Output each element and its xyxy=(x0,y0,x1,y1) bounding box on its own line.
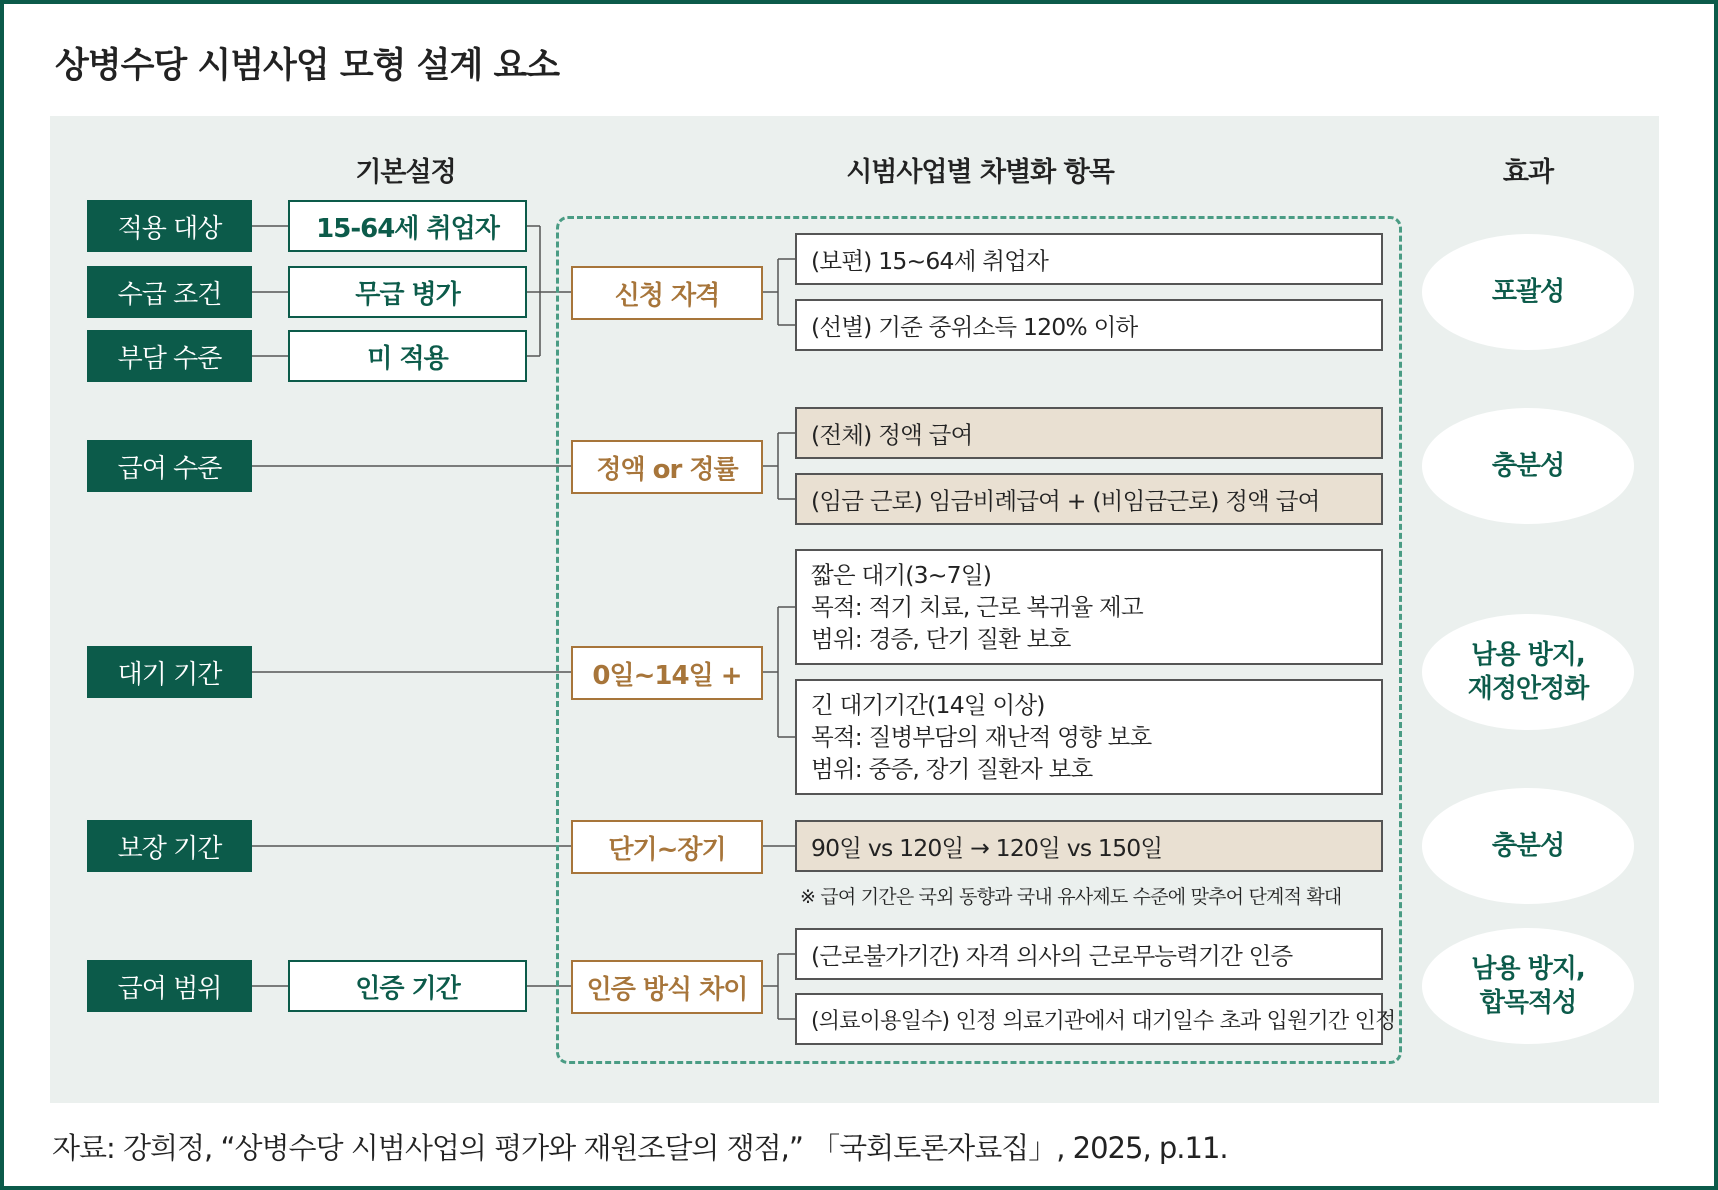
label-benefit-level: 급여 수준 xyxy=(87,440,252,492)
item-incapacity-certification: (근로불가기간) 자격 의사의 근로무능력기간 인증 xyxy=(795,928,1383,980)
mid-flat-or-rate: 정액 or 정률 xyxy=(571,440,763,494)
effect-1-line-1: 포괄성 xyxy=(1491,277,1565,307)
label-waiting-period: 대기 기간 xyxy=(87,646,252,698)
effect-sufficiency-2 xyxy=(1422,788,1634,904)
short-wait-line-3: 범위: 경증, 단기 질환 보호 xyxy=(811,625,1071,653)
effect-3-line-2: 재정안정화 xyxy=(1467,674,1589,704)
effect-sufficiency-1 xyxy=(1422,408,1634,524)
mid-short-long: 단기~장기 xyxy=(571,820,763,874)
short-wait-line-2: 목적: 적기 치료, 근로 복귀율 제고 xyxy=(811,593,1143,621)
item-universal-eligibility: (보편) 15~64세 취업자 xyxy=(795,233,1383,285)
effect-4-line-1: 충분성 xyxy=(1491,831,1565,861)
label-coverage-target: 적용 대상 xyxy=(87,200,252,252)
basic-age-workers: 15-64세 취업자 xyxy=(288,200,527,252)
short-wait-line-1: 짧은 대기(3~7일) xyxy=(811,561,992,589)
label-benefit-scope: 급여 범위 xyxy=(87,960,252,1012)
long-wait-line-2: 목적: 질병부담의 재난적 영향 보호 xyxy=(811,723,1152,751)
item-long-wait xyxy=(795,679,1383,795)
item-wage-proportional-benefit: (임금 근로) 임금비례급여 + (비임금근로) 정액 급여 xyxy=(795,473,1383,525)
label-coverage-period: 보장 기간 xyxy=(87,820,252,872)
source-citation: 자료: 강희정, “상병수당 시범사업의 평가와 재원조달의 쟁점,” 「국회토론자료집」, 2025, p.11. xyxy=(52,1131,1228,1165)
effect-5-line-2: 합목적성 xyxy=(1479,988,1577,1018)
mid-waiting-days: 0일~14일 + xyxy=(571,646,763,700)
item-flat-benefit: (전체) 정액 급여 xyxy=(795,407,1383,459)
effect-2-line-1: 충분성 xyxy=(1491,451,1565,481)
basic-not-applied: 미 적용 xyxy=(288,330,527,382)
basic-unpaid-leave: 무급 병가 xyxy=(288,266,527,318)
long-wait-line-1: 긴 대기기간(14일 이상) xyxy=(811,691,1045,719)
header-effect: 효과 xyxy=(1502,157,1554,188)
effect-5-line-1: 남용 방지, xyxy=(1471,954,1585,984)
item-duration-expansion: 90일 vs 120일 → 120일 vs 150일 xyxy=(795,820,1383,872)
effect-3-line-1: 남용 방지, xyxy=(1471,640,1585,670)
label-burden-level: 부담 수준 xyxy=(87,330,252,382)
basic-certification-period: 인증 기간 xyxy=(288,960,527,1012)
diagram-title: 상병수당 시범사업 모형 설계 요소 xyxy=(55,46,560,86)
item-medical-use-days: (의료이용일수) 인정 의료기관에서 대기일수 초과 입원기간 인정 xyxy=(795,993,1383,1045)
effect-abuse-prevention-purpose xyxy=(1422,928,1634,1044)
effect-abuse-prevention-fiscal xyxy=(1422,614,1634,730)
header-basic: 기본설정 xyxy=(355,157,456,188)
header-diff: 시범사업별 차별화 항목 xyxy=(846,157,1114,188)
label-eligibility-condition: 수급 조건 xyxy=(87,266,252,318)
item-selective-eligibility: (선별) 기준 중위소득 120% 이하 xyxy=(795,299,1383,351)
duration-note: ※ 급여 기간은 국외 동향과 국내 유사제도 수준에 맞추어 단계적 확대 xyxy=(800,886,1342,908)
mid-eligibility: 신청 자격 xyxy=(571,266,763,320)
item-short-wait xyxy=(795,549,1383,665)
effect-comprehensiveness xyxy=(1422,234,1634,350)
long-wait-line-3: 범위: 중증, 장기 질환자 보호 xyxy=(811,755,1093,783)
mid-certification-method: 인증 방식 차이 xyxy=(571,960,763,1014)
